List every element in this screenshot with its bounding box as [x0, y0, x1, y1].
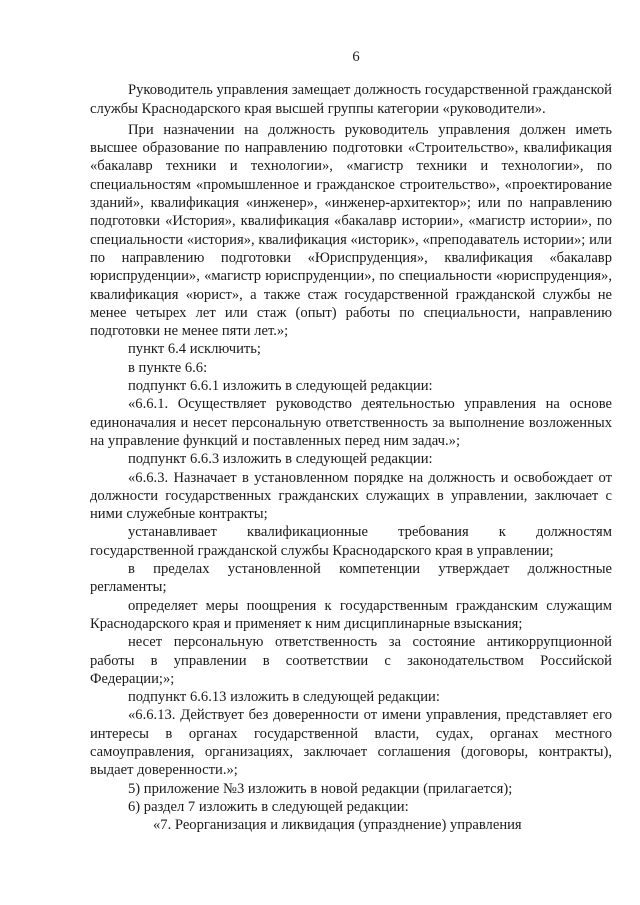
paragraph-anticorruption-duty: несет персональную ответственность за состояние антикоррупционной работы в управлении в соответствии с законодательством Российской Федерации;»;	[90, 634, 612, 687]
paragraph-head-position: Руководитель управления замещает должность государственной гражданской службы Краснодарского края высшей группы категории «руководители».	[90, 82, 612, 117]
paragraph-appendix-3: 5) приложение №3 изложить в новой редакции (прилагается);	[128, 780, 513, 797]
paragraph-section-7-intro: 6) раздел 7 изложить в следующей редакции:	[128, 798, 409, 815]
paragraph-item-6-6: в пункте 6.6:	[128, 359, 208, 376]
paragraph-subitem-6-6-3-text: «6.6.3. Назначает в установленном порядке на должность и освобождает от должности государственных гражданских служащих в управлении, заключает с ними служебные контракты;	[90, 469, 612, 523]
paragraph-incentives-duty: определяет меры поощрения к государственным гражданским служащим Краснодарского края и применяет к ним дисциплинарные взыскания;	[90, 597, 612, 632]
paragraph-subitem-6-6-1-text: «6.6.1. Осуществляет руководство деятельностью управления на основе единоначалия и несет персональную ответственность за выполнение возложенных на управление функций и поставленных перед ним задач.»;	[90, 396, 612, 449]
paragraph-qualification-duty: устанавливает квалификационные требования к должностям государственной гражданской службы Краснодарского края в управлении;	[90, 524, 612, 559]
paragraph-item-6-4: пункт 6.4 исключить;	[128, 341, 261, 358]
paragraph-qualification-requirements: При назначении на должность руководитель управления должен иметь высшее образование по направлению подготовки «Строительство», квалификация «бакалавр техники и технологии», «магистр техники и технологии», по специальностям «промышленное и гражданское строительство», «проектирование зданий», квалификация «инженер», «инженер-архитектор»; или по направлению подготовки «История», квалификация «бакалавр истории», «магистр истории», по специальности «история», квалификация «историк», «преподаватель истории»; или по направлению подготовки «Юриспруденция», квалификация «бакалавр юриспруденции», «магистр юриспруденции», по специальности «юриспруденция», квалификация «юрист», а также стаж государственной гражданской службы не менее четырех лет или стаж (опыт) работы по специальности, направлению подготовки не менее пяти лет.»;	[90, 121, 612, 340]
paragraph-subitem-6-6-13-intro: подпункт 6.6.13 изложить в следующей редакции:	[128, 689, 440, 706]
document-page	[90, 48, 612, 834]
paragraph-subitem-6-6-3-intro: подпункт 6.6.3 изложить в следующей редакции:	[128, 451, 433, 468]
section-7-title: «7. Реорганизация и ликвидация (упразднение) управления	[153, 817, 522, 834]
page-number: 6	[352, 49, 360, 65]
paragraph-subitem-6-6-13-text: «6.6.13. Действует без доверенности от имени управления, представляет его интересы в органах государственной власти, судах, органах местного самоуправления, организациях, заключает соглашения (договоры, контракты), выдает доверенности.»;	[90, 707, 612, 779]
paragraph-subitem-6-6-1-intro: подпункт 6.6.1 изложить в следующей редакции:	[128, 378, 433, 395]
paragraph-regulations-duty: в пределах установленной компетенции утверждает должностные регламенты;	[90, 561, 612, 596]
